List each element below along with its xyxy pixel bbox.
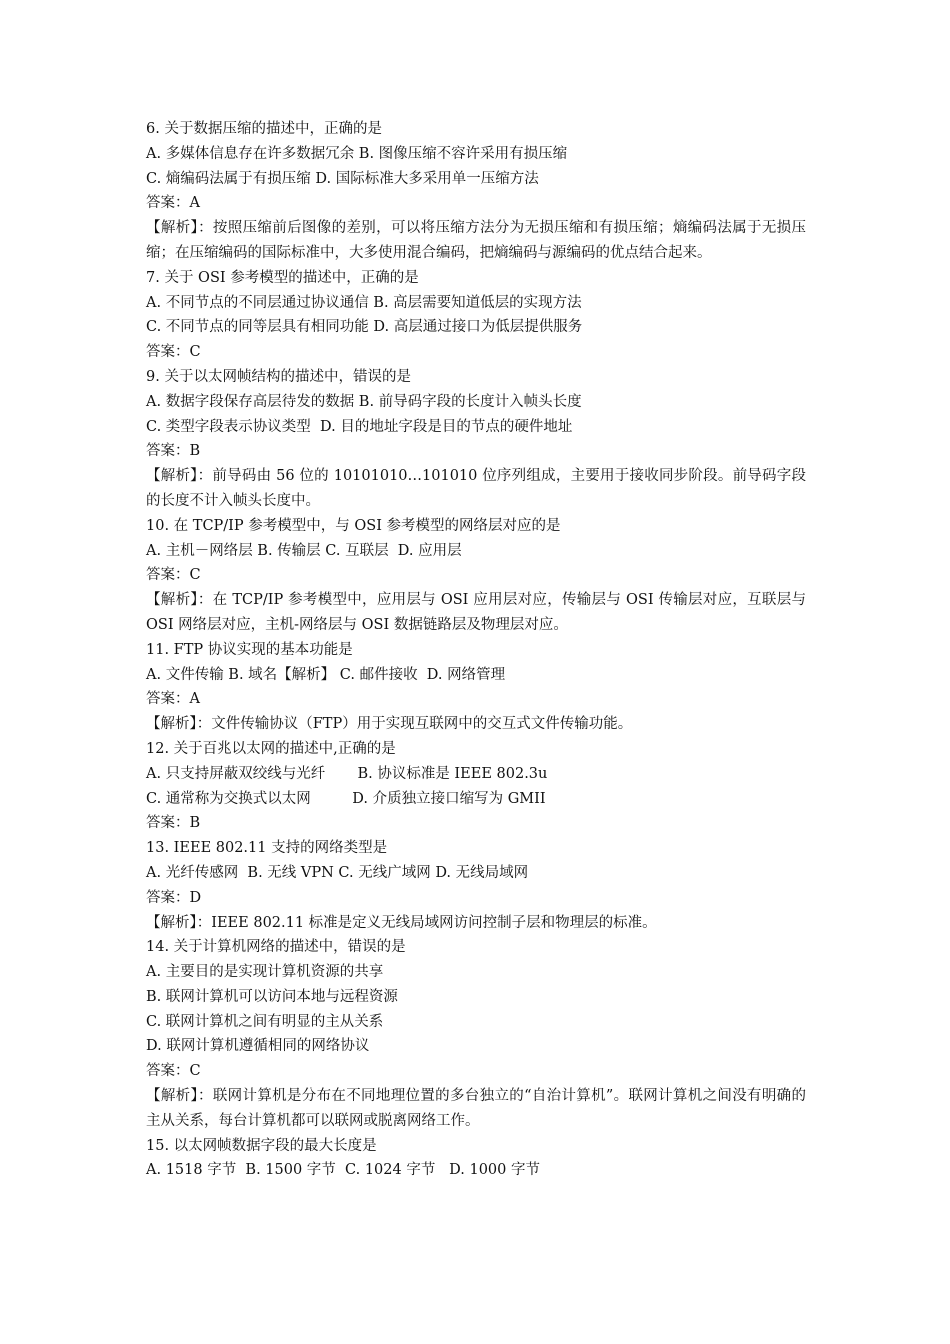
- answer-line: 答案：A: [146, 195, 200, 212]
- question-list: [146, 117, 806, 1183]
- question-option: C. 联网计算机之间有明显的主从关系: [146, 1013, 384, 1030]
- question-option: C. 类型字段表示协议类型 D. 目的地址字段是目的节点的硬件地址: [146, 418, 573, 435]
- answer-line: 答案：A: [146, 691, 200, 708]
- question-block: [146, 514, 806, 638]
- question-option: B. 联网计算机可以访问本地与远程资源: [146, 988, 398, 1005]
- question-option: A. 数据字段保存高层待发的数据 B. 前导码字段的长度计入帧头长度: [146, 393, 582, 410]
- question-block: [146, 1134, 806, 1184]
- question-option: A. 主要目的是实现计算机资源的共享: [146, 964, 384, 981]
- analysis-paragraph: 【解析】：IEEE 802.11 标准是定义无线局域网访问控制子层和物理层的标准。: [146, 914, 657, 931]
- question-block: [146, 737, 806, 836]
- question-option: A. 只支持屏蔽双绞线与光纤 B. 协议标准是 IEEE 802.3u: [146, 765, 548, 782]
- question-option: C. 通常称为交换式以太网 D. 介质独立接口缩写为 GMII: [146, 790, 546, 807]
- question-option: A. 主机－网络层 B. 传输层 C. 互联层 D. 应用层: [146, 542, 462, 559]
- question-block: [146, 266, 806, 365]
- question-option: A. 1518 字节 B. 1500 字节 C. 1024 字节 D. 1000 字节: [146, 1162, 540, 1179]
- question-block: [146, 638, 806, 737]
- analysis-paragraph: 【解析】：前导码由 56 位的 10101010…101010 位序列组成，主要用于接收同步阶段。前导码字段的长度不计入帧头长度中。: [146, 468, 806, 509]
- answer-line: 答案：B: [146, 443, 201, 460]
- question-block: [146, 365, 806, 514]
- question-option: A. 光纤传感网 B. 无线 VPN C. 无线广域网 D. 无线局域网: [146, 864, 529, 881]
- question-block: [146, 836, 806, 935]
- question-stem: 15. 以太网帧数据字段的最大长度是: [146, 1137, 377, 1154]
- answer-line: 答案：C: [146, 1063, 201, 1080]
- analysis-paragraph: 【解析】：文件传输协议（FTP）用于实现互联网中的交互式文件传输功能。: [146, 716, 633, 733]
- question-option: C. 不同节点的同等层具有相同功能 D. 高层通过接口为低层提供服务: [146, 319, 583, 336]
- analysis-paragraph: 【解析】：按照压缩前后图像的差别，可以将压缩方法分为无损压缩和有损压缩；熵编码法属于无损压缩；在压缩编码的国际标准中，大多使用混合编码，把熵编码与源编码的优点结合起来。: [146, 220, 806, 261]
- answer-line: 答案：B: [146, 815, 201, 832]
- question-stem: 7. 关于 OSI 参考模型的描述中，正确的是: [146, 269, 419, 286]
- question-option: D. 联网计算机遵循相同的网络协议: [146, 1038, 370, 1055]
- analysis-paragraph: 【解析】：联网计算机是分布在不同地理位置的多台独立的“自治计算机”。联网计算机之间没有明确的主从关系，每台计算机都可以联网或脱离网络工作。: [146, 1088, 806, 1129]
- answer-line: 答案：C: [146, 344, 201, 361]
- answer-line: 答案：D: [146, 889, 202, 906]
- analysis-paragraph: 【解析】：在 TCP/IP 参考模型中，应用层与 OSI 应用层对应，传输层与 OSI 传输层对应，互联层与 OSI 网络层对应，主机-网络层与 OSI 数据链路层及物理层对应。: [146, 592, 806, 633]
- question-option: A. 多媒体信息存在许多数据冗余 B. 图像压缩不容许采用有损压缩: [146, 145, 568, 162]
- question-stem: 6. 关于数据压缩的描述中，正确的是: [146, 121, 382, 137]
- question-block: [146, 117, 806, 266]
- question-stem: 14. 关于计算机网络的描述中，错误的是: [146, 939, 406, 956]
- question-option: A. 文件传输 B. 域名【解析】 C. 邮件接收 D. 网络管理: [146, 666, 506, 683]
- answer-line: 答案：C: [146, 567, 201, 584]
- question-option: C. 熵编码法属于有损压缩 D. 国际标准大多采用单一压缩方法: [146, 170, 539, 187]
- question-stem: 12. 关于百兆以太网的描述中,正确的是: [146, 740, 396, 757]
- question-stem: 10. 在 TCP/IP 参考模型中，与 OSI 参考模型的网络层对应的是: [146, 517, 561, 534]
- question-stem: 11. FTP 协议实现的基本功能是: [146, 641, 353, 658]
- question-block: [146, 935, 806, 1133]
- question-option: A. 不同节点的不同层通过协议通信 B. 高层需要知道低层的实现方法: [146, 294, 582, 311]
- question-stem: 9. 关于以太网帧结构的描述中，错误的是: [146, 368, 411, 385]
- question-stem: 13. IEEE 802.11 支持的网络类型是: [146, 840, 388, 857]
